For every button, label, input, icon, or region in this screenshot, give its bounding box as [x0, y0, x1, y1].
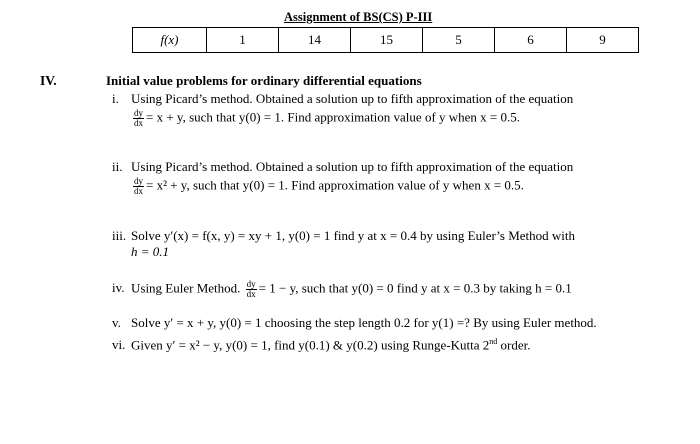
fraction-dy-dx — [133, 177, 144, 196]
table-cell: 14 — [279, 28, 351, 53]
problem-1-line1: Using Picard’s method. Obtained a solution up to fifth approximation of the equation — [131, 91, 574, 106]
section-number: IV. — [40, 73, 57, 88]
problem-2-line2-wrap — [131, 177, 524, 196]
fraction-numerator: dy — [246, 279, 256, 289]
section-heading: Initial value problems for ordinary differential equations — [106, 73, 422, 88]
fraction-denominator: dx — [134, 186, 143, 196]
problem-6-pre: Given y′ = x² − y, y(0) = 1, find y(0.1) & y(0.2) using Runge-Kutta 2 — [131, 337, 490, 353]
problem-1-number: i. — [112, 91, 119, 106]
fraction-dy-dx — [133, 109, 144, 128]
problem-4-number: iv. — [112, 280, 125, 295]
problem-2-line1: Using Picard’s method. Obtained a solution up to fifth approximation of the equation — [131, 159, 574, 174]
problem-6-post: order. — [497, 337, 531, 353]
table-cell: 1 — [207, 28, 279, 53]
fraction-numerator: dy — [134, 108, 143, 118]
fraction-dy-dx — [246, 280, 257, 299]
problem-2-number: ii. — [112, 159, 123, 174]
problem-6-line-wrap — [131, 337, 530, 353]
problem-1-line2-wrap — [131, 109, 520, 128]
values-table — [132, 27, 639, 53]
problem-2-line2: = x² + y, such that y(0) = 1. Find approximation value of y when x = 0.5. — [146, 177, 524, 193]
fraction-numerator: dy — [134, 176, 143, 186]
problem-3-line1: Solve y′(x) = f(x, y) = xy + 1, y(0) = 1 find y at x = 0.4 by using Euler’s Method with — [131, 228, 576, 243]
problem-1-line2: = x + y, such that y(0) = 1. Find approximation value of y when x = 0.5. — [146, 109, 521, 125]
problem-6-sup: nd — [489, 337, 498, 346]
problem-3-line2: h = 0.1 — [131, 244, 170, 259]
problem-5-number: v. — [112, 315, 121, 330]
table-cell: 15 — [351, 28, 423, 53]
table-label-cell: f(x) — [133, 28, 207, 53]
assignment-title: Assignment of BS(CS) P-III — [284, 10, 433, 24]
problem-4-pre: Using Euler Method. — [131, 280, 241, 296]
problem-3-number: iii. — [112, 228, 127, 243]
table-cell: 9 — [567, 28, 639, 53]
problem-5-line1: Solve y′ = x + y, y(0) = 1 choosing the step length 0.2 for y(1) =? By using Euler method. — [131, 315, 597, 330]
table-cell: 6 — [495, 28, 567, 53]
table-cell: 5 — [423, 28, 495, 53]
problem-4-line-wrap — [131, 280, 572, 299]
problem-6-number: vi. — [112, 337, 126, 352]
table-row — [133, 28, 639, 53]
fraction-denominator: dx — [134, 118, 143, 128]
fraction-denominator: dx — [246, 289, 256, 299]
problem-4-post: = 1 − y, such that y(0) = 0 find y at x = 0.3 by taking h = 0.1 — [258, 280, 572, 296]
